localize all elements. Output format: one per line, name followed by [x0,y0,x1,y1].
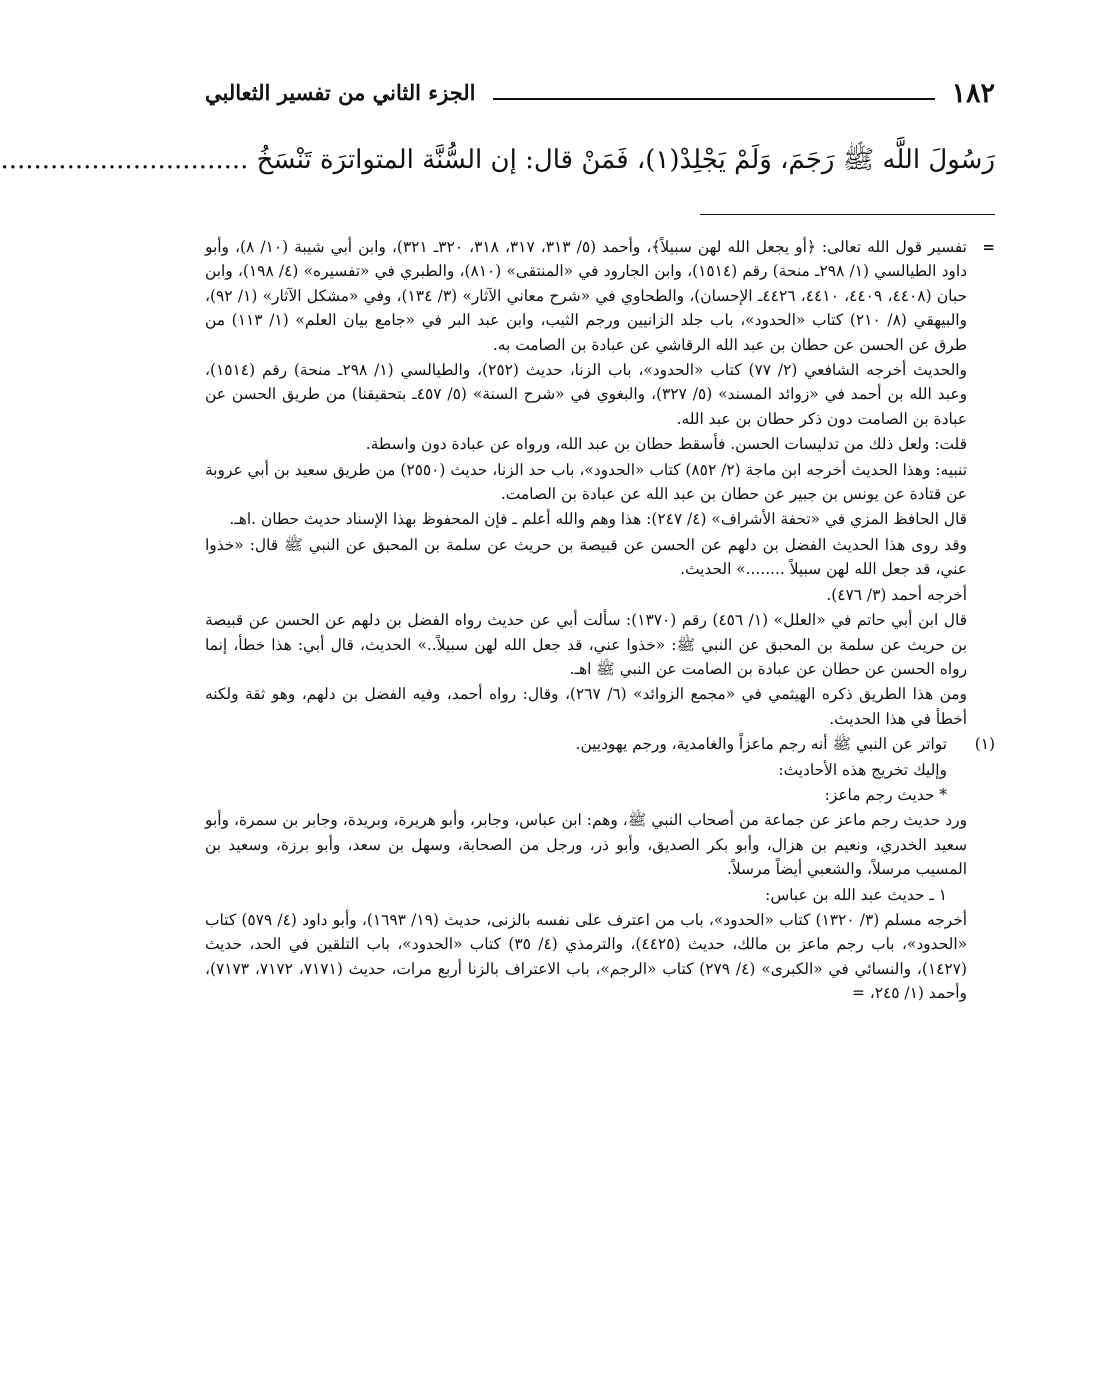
footnote-paragraph: ومن هذا الطريق ذكره الهيثمي في «مجمع الزوائد» (٦/ ٢٦٧)، وقال: رواه أحمد، وفيه الفضل بن دلهم، وهو ثقة ولكنه أخطأ في هذا الحديث. [205,685,967,728]
footnote-paragraph: * حديث رجم ماعز: [824,785,947,804]
header-rule [493,98,935,100]
footnote-paragraph: أخرجه مسلم (٣/ ١٣٢٠) كتاب «الحدود»، باب من اعترف على نفسه بالزنى، حديث (١٩/ ١٦٩٣)، وأبو داود (٤/ ٥٧٩) كتاب «الحدود»، باب رجم ماعز بن مالك، حديث (٤٤٢٥)، والترمذي (٤/ ٣٥) كتاب «الحدود»، باب التلقين في الحد، حديث (١٤٢٧)، والنسائي في «الكبرى» (٤/ ٢٧٩) كتاب «الرجم»، باب الاعتراف بالزنا أربع مرات، حديث (٧١٧١، ٧١٧٢، ٧١٧٣)، وأحمد (١/ ٢٤٥، = [205,910,968,1003]
footnote-paragraph: والحديث أخرجه الشافعي (٢/ ٧٧) كتاب «الحدود»، باب الزنا، حديث (٢٥٢)، والطيالسي (١/ ٢٩٨ـ منحة) رقم (١٥١٤)، وعبد الله بن أحمد في «زوائد المسند» (٥/ ٣٢٧)، والبغوي في «شرح السنة» (٥/ ٤٥٧ـ بتحقيقنا) من طريق الحسن عن عبادة بن الصامت دون ذكر حطان بن عبد الله. [205,361,968,428]
footnote-paragraph: وقد روى هذا الحديث الفضل بن دلهم عن الحسن عن قبيصة بن حريث عن سلمة بن المحبق عن النبي ﷺ قال: «خذوا عني، قد جعل الله لهن سبيلاً ........» الحديث. [205,535,967,579]
footnote-paragraph: قال ابن أبي حاتم في «العلل» (١/ ٤٥٦) رقم (١٣٧٠): سألت أبي عن حديث رواه الفضل بن دلهم عن الحسن عن قبيصة بن حريث عن سلمة بن المحبق عن النبي ﷺ: «خذوا عني، قد جعل الله لهن سبيلاً..» الحديث، قال أبي: هذا خطأ، إنما رواه الحسن عن حطان عن عبادة بن الصامت عن النبي ﷺ اهـ. [205,611,967,678]
page-number: ١٨٢ [951,78,995,109]
footnote-paragraph: أخرجه أحمد (٣/ ٤٧٦). [826,585,967,604]
continued-footnote [205,235,995,731]
footnote-paragraph: قال الحافظ المزي في «تحفة الأشراف» (٤/ ٢٤٧): هذا وهم والله أعلم ـ فإن المحفوظ بهذا الإسناد حديث حطان .اهـ. [229,510,967,529]
footnote-number: (١) [974,735,995,754]
footnote-paragraph: تفسير قول الله تعالى: ﴿أو يجعل الله لهن سبيلاً﴾، وأحمد (٥/ ٣١٣، ٣١٧، ٣١٨، ٣٢٠ـ ٣٢١)، وابن أبي شيبة (١٠/ ٨)، وأبو داود الطيالسي (١/ ٢٩٨ـ منحة) رقم (١٥١٤)، وابن الجارود في «المنتقى» (٨١٠)، والطبري في «تفسيره» (٤/ ١٩٨)، وابن حبان (٤٤٠٨، ٤٤٠٩، ٤٤١٠، ٤٤٢٦ـ الإحسان)، والطحاوي في «شرح معاني الآثار» (٣/ ١٣٤)، وفي «مشكل الآثار» (١/ ٩٢)، والبيهقي (٨/ ٢١٠) كتاب «الحدود»، باب جلد الزانيين ورجم الثيب، وابن عبد البر في «جامع بيان العلم» (١/ ١١٣) من طرق عن الحسن عن حطان بن عبد الله الرقاشي عن عبادة بن الصامت به. [205,238,968,354]
footnote-1 [205,732,995,1005]
footnote-separator [700,214,995,215]
page-header [205,78,995,118]
footnote-paragraph: قلت: ولعل ذلك من تدليسات الحسن. فأسقط حطان بن عبد الله، ورواه عن عبادة دون واسطة. [365,435,967,454]
footnote-paragraph: ورد حديث رجم ماعز عن جماعة من أصحاب النبي ﷺ، وهم: ابن عباس، وجابر، وأبو هريرة، وبريدة، وجابر بن سمرة، وأبو سعيد الخدري، ونعيم بن هزال، وأبو بكر الصديق، وأبو ذر، ورجل من الصحابة، وسهل بن سعد، وأبو برزة، وسعيد بن المسيب مرسلاً، والشعبي أيضاً مرسلاً. [205,811,967,879]
main-text-line: رَسُولَ اللَّه ﷺ رَجَمَ، وَلَمْ يَجْلِدْ(١)، فَمَنْ قال: إن السُّنَّة المتواترَة تَنْسَخُ .............................. [0,145,995,175]
running-title: الجزء الثاني من تفسير الثعالبي [205,80,476,105]
footnote-paragraph: تنبيه: وهذا الحديث أخرجه ابن ماجة (٢/ ٨٥٢) كتاب «الحدود»، باب حد الزنا، حديث (٢٥٥٠) من طريق سعيد بن أبي عروبة عن قتادة عن يونس بن جبير عن حطان بن عبد الله عن عبادة بن الصامت. [205,460,967,504]
footnote-paragraph: وإليك تخريج هذه الأحاديث: [778,760,947,779]
footnote-paragraph: ١ ـ حديث عبد الله بن عباس: [765,885,947,904]
continuation-mark: = [982,238,995,256]
page [0,78,995,1368]
footnotes [205,235,995,1006]
footnote-paragraph: تواتر عن النبي ﷺ أنه رجم ماعزاً والغامدية، ورجم يهوديين. [575,735,947,754]
